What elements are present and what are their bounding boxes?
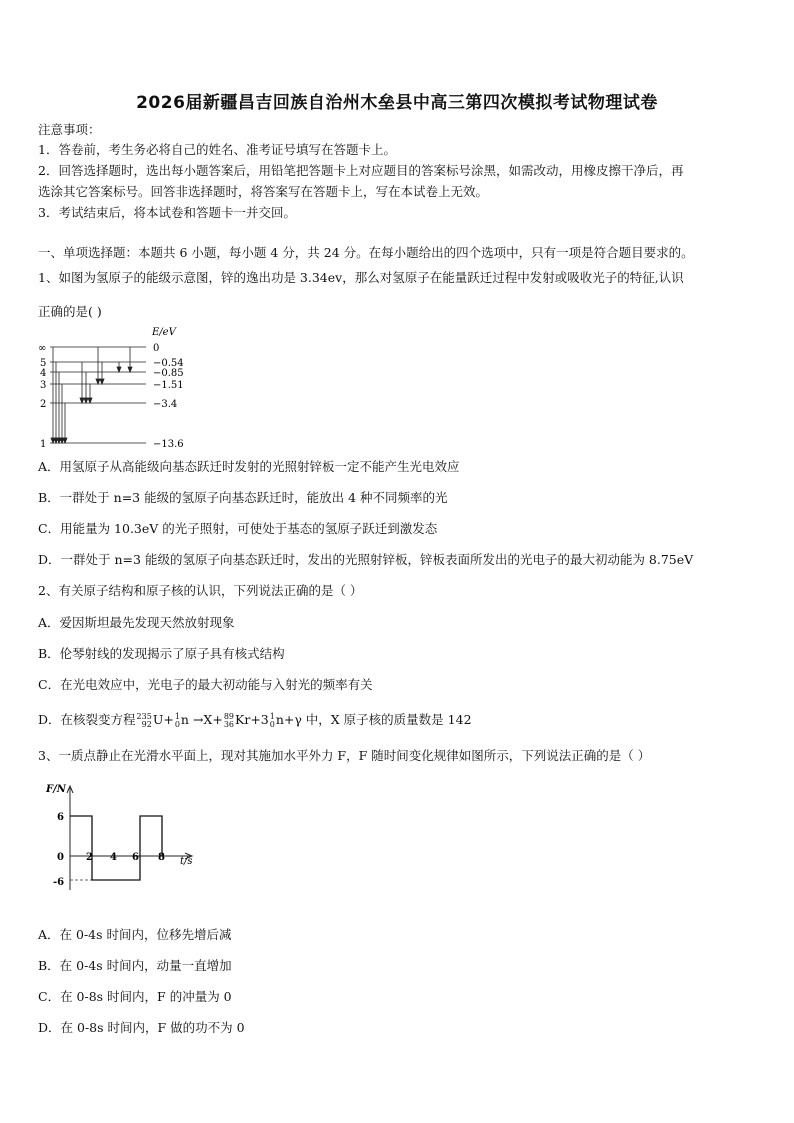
q2-option-d-tail: n+γ 中，X 原子核的质量数是 142 <box>275 712 472 727</box>
notice-item-2-cont: 选涂其它答案标号。回答非选择题时，将答案写在答题卡上，写在本试卷上无效。 <box>38 184 489 199</box>
q2-option-d-n: n <box>180 712 189 727</box>
n-charge-number: 0 <box>174 719 180 729</box>
force-time-graph <box>40 778 210 896</box>
level-n-4: 4 <box>40 368 47 379</box>
y-tick-neg6: -6 <box>53 877 65 888</box>
notice-item-3: 3．考试结束后，将本试卷和答题卡一并交回。 <box>38 205 296 220</box>
q2-option-d-prefix: D．在核裂变方程 <box>38 712 136 727</box>
q2-stem: 2、有关原子结构和原子核的认识，下列说法正确的是（ ） <box>38 583 363 598</box>
notice-heading: 注意事项： <box>38 122 101 137</box>
level-n-5: 5 <box>40 358 47 369</box>
level-energy-2: −3.4 <box>153 399 178 410</box>
q3-option-a: A．在 0-4s 时间内，位移先增后减 <box>38 927 232 942</box>
x-tick-6: 6 <box>132 852 139 863</box>
q1-option-a: A．用氢原子从高能级向基态跃迁时发射的光照射锌板一定不能产生光电效应 <box>38 459 460 474</box>
graph-y-label: F/N <box>46 784 66 795</box>
q3-stem: 3、一质点静止在光滑水平面上，现对其施加水平外力 F，F 随时间变化规律如图所示，下列说法正确的是（ ） <box>38 748 651 763</box>
q1-option-d: D．一群处于 n=3 能级的氢原子向基态跃迁时，发出的光照射锌板，锌板表面所发出的光电子的最大初动能为 8.75eV <box>38 552 694 567</box>
notice-item-2: 2．回答选择题时，选出每小题答案后，用铅笔把答题卡上对应题目的答案标号涂黑，如需改动，用橡皮擦干净后，再 <box>38 163 684 178</box>
x-tick-2: 2 <box>86 852 93 863</box>
y-tick-6: 6 <box>57 812 64 823</box>
notice-item-1: 1．答卷前，考生务必将自己的姓名、准考证号填写在答题卡上。 <box>38 142 396 157</box>
level-energy-4: −0.85 <box>153 368 184 379</box>
n-mass-number: 1 <box>174 711 180 721</box>
kr-charge-number: 36 <box>223 719 234 729</box>
section-heading: 一、单项选择题：本题共 6 小题，每小题 4 分，共 24 分。在每小题给出的四个选项中，只有一项是符合题目要求的。 <box>38 245 694 260</box>
q3-option-c: C．在 0-8s 时间内，F 的冲量为 0 <box>38 989 232 1004</box>
level-n-inf: ∞ <box>38 343 47 354</box>
level-n-2: 2 <box>40 399 47 410</box>
q2-option-d <box>38 712 472 729</box>
q1-stem-line1: 1、如图为氢原子的能级示意图，锌的逸出功是 3.34ev，那么对氢原子在能量跃迁过程中发射或吸收光子的特征,认识 <box>38 270 684 285</box>
u-charge-number: 92 <box>141 719 152 729</box>
q2-option-d-u: U+ <box>152 712 174 727</box>
energy-axis-label: E/eV <box>152 327 176 338</box>
graph-x-label: t/s <box>180 856 193 867</box>
level-energy-5: −0.54 <box>153 358 184 369</box>
page-title: 2026届新疆昌吉回族自治州木垒县中高三第四次模拟考试物理试卷 <box>136 93 658 113</box>
level-energy-1: −13.6 <box>153 439 184 450</box>
q2-option-c: C．在光电效应中，光电子的最大初动能与入射光的频率有关 <box>38 677 373 692</box>
q1-stem-line2: 正确的是( ) <box>38 304 102 319</box>
level-energy-inf: 0 <box>153 343 160 354</box>
q3-option-d: D．在 0-8s 时间内，F 做的功不为 0 <box>38 1020 245 1035</box>
u-mass-number: 235 <box>136 711 152 721</box>
q2-option-d-arrow: →X+ <box>188 712 223 727</box>
q3-option-b: B．在 0-4s 时间内，动量一直增加 <box>38 958 232 973</box>
energy-level-diagram <box>34 322 194 452</box>
x-tick-8: 8 <box>158 852 165 863</box>
q1-option-c: C．用能量为 10.3eV 的光子照射，可使处于基态的氢原子跃迁到激发态 <box>38 521 438 536</box>
n2-charge-number: 0 <box>269 719 275 729</box>
force-curve <box>70 816 162 880</box>
level-n-3: 3 <box>40 380 47 391</box>
x-tick-4: 4 <box>110 852 117 863</box>
q2-option-d-kr: Kr+3 <box>235 712 269 727</box>
level-n-1: 1 <box>40 439 47 450</box>
q1-option-b: B．一群处于 n=3 能级的氢原子向基态跃迁时，能放出 4 种不同频率的光 <box>38 490 448 505</box>
level-energy-3: −1.51 <box>153 380 184 391</box>
n2-mass-number: 1 <box>269 711 275 721</box>
y-tick-0: 0 <box>57 852 64 863</box>
q2-option-a: A．爱因斯坦最先发现天然放射现象 <box>38 615 235 630</box>
kr-mass-number: 89 <box>223 711 234 721</box>
q2-option-b: B．伦琴射线的发现揭示了原子具有核式结构 <box>38 646 285 661</box>
